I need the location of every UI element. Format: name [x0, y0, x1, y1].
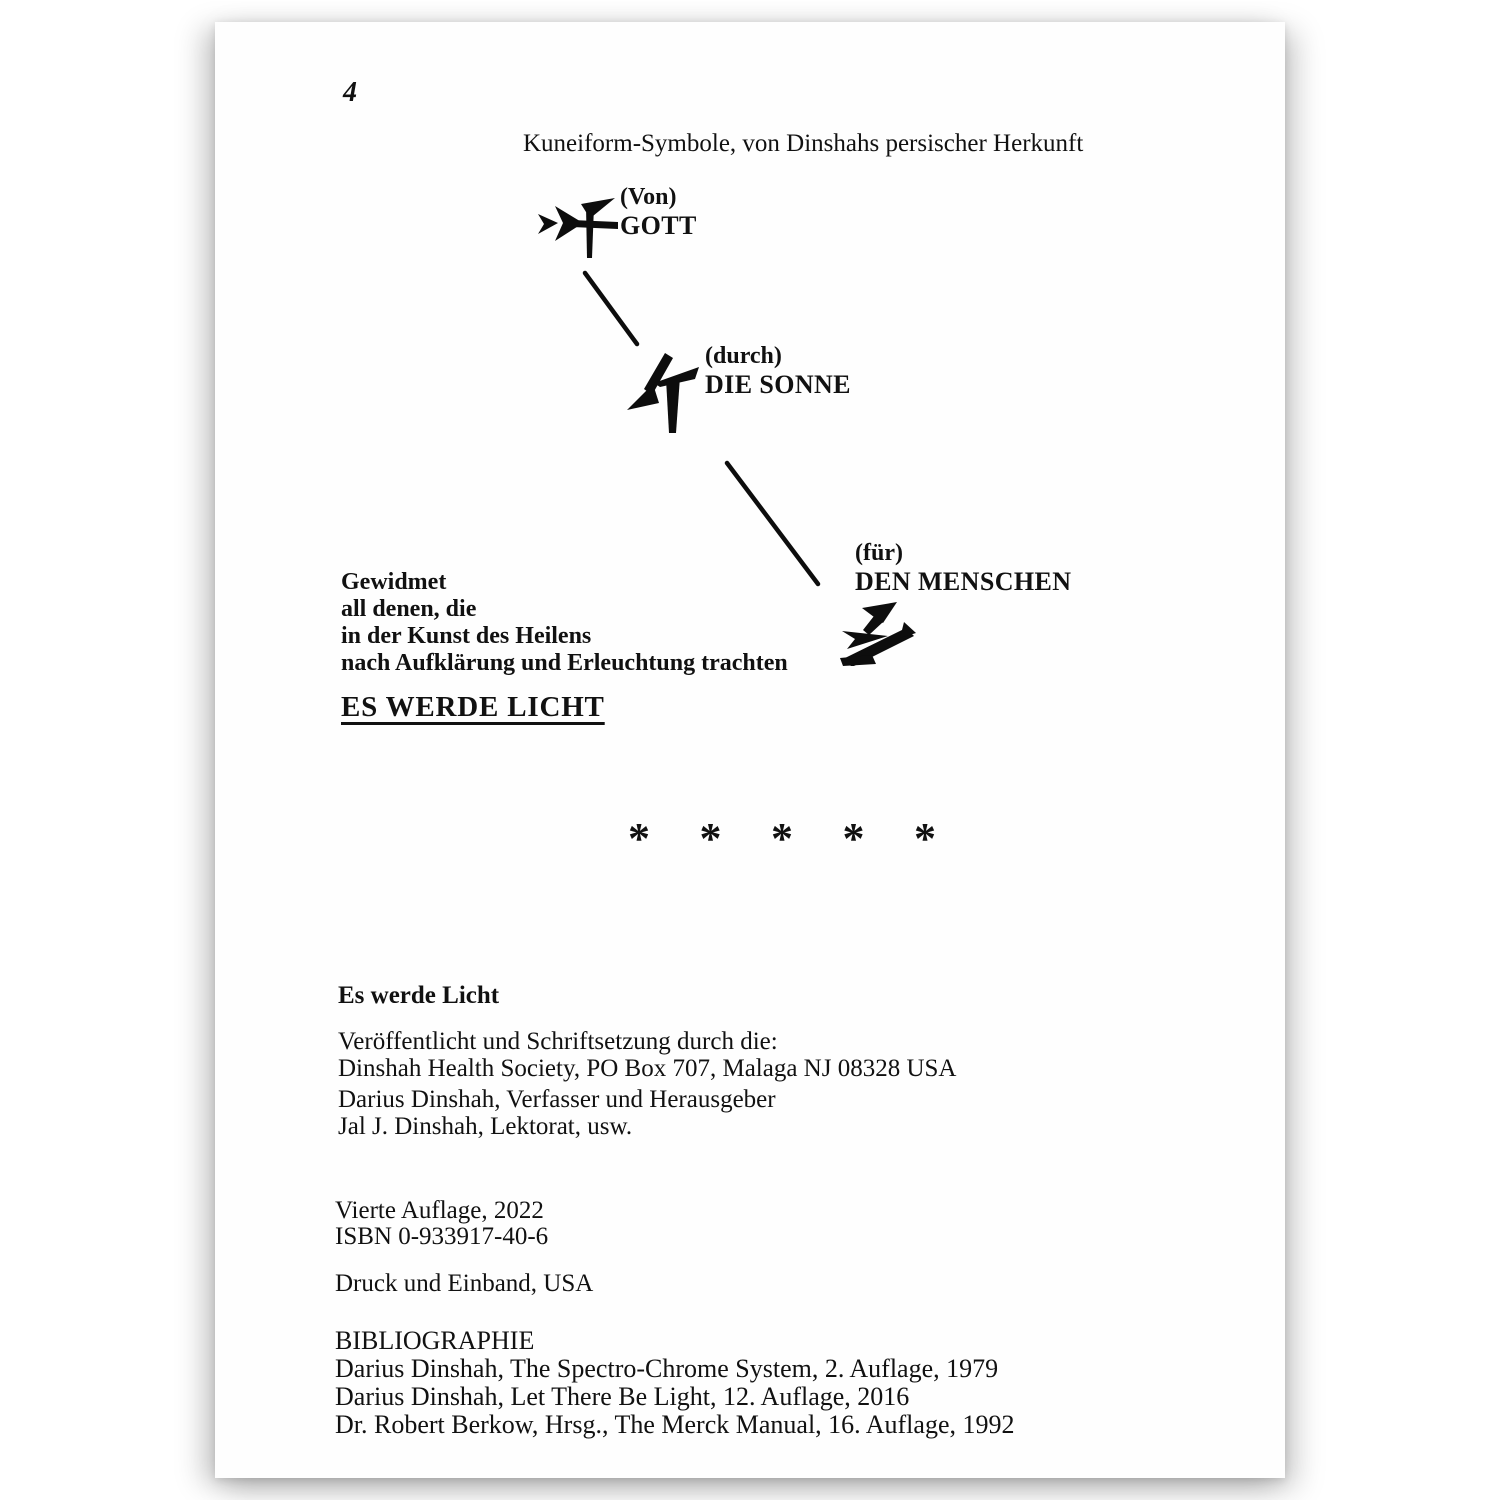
- asterisk-glyph: *: [628, 814, 650, 863]
- node-qualifier: (Von): [620, 184, 677, 210]
- page-number: 4: [343, 77, 357, 108]
- asterisk-glyph: *: [771, 814, 793, 863]
- dedication-line: nach Aufklärung und Erleuchtung trachten: [341, 650, 788, 676]
- dedication-motto: ES WERDE LICHT: [341, 691, 605, 723]
- dedication-block: [341, 569, 788, 677]
- cuneiform-sonne-icon: [625, 353, 701, 435]
- figure-caption: Kuneiform-Symbole, von Dinshahs persischer Herkunft: [523, 130, 1084, 157]
- figure-node-gott: [620, 184, 697, 240]
- asterisk-glyph: *: [914, 814, 936, 863]
- dedication-line: Gewidmet: [341, 569, 447, 595]
- edition-block: [335, 1198, 548, 1250]
- figure-node-sonne: [705, 343, 851, 399]
- credits-line: Darius Dinshah, Verfasser und Herausgeber: [338, 1086, 776, 1113]
- connector-line-1: [580, 268, 642, 352]
- node-title: DEN MENSCHEN: [855, 567, 1072, 596]
- dedication-line: in der Kunst des Heilens: [341, 623, 592, 649]
- book-page: [215, 22, 1285, 1478]
- edition-line: Vierte Auflage, 2022: [335, 1197, 544, 1224]
- asterisk-glyph: *: [699, 814, 722, 863]
- isbn-line: ISBN 0-933917-40-6: [335, 1223, 549, 1250]
- figure-node-menschen: [855, 540, 1071, 596]
- node-qualifier: (für): [855, 540, 903, 566]
- separator-asterisks: [628, 814, 936, 863]
- cuneiform-menschen-icon: [838, 600, 918, 666]
- node-qualifier: (durch): [705, 343, 782, 369]
- cuneiform-gott-icon: [536, 196, 618, 260]
- node-title: GOTT: [620, 211, 697, 240]
- publisher-line: Veröffentlicht und Schriftsetzung durch die:: [338, 1028, 778, 1055]
- credits-line: Jal J. Dinshah, Lektorat, usw.: [338, 1113, 633, 1140]
- bibliography-heading: BIBLIOGRAPHIE: [335, 1326, 535, 1355]
- asterisk-glyph: *: [842, 814, 865, 863]
- publisher-line: Dinshah Health Society, PO Box 707, Malaga NJ 08328 USA: [338, 1055, 957, 1082]
- dedication-line: all denen, die: [341, 596, 477, 622]
- node-title: DIE SONNE: [705, 370, 851, 399]
- printing-line: Druck und Einband, USA: [335, 1270, 594, 1297]
- publisher-block: [338, 1028, 956, 1082]
- credits-block: [338, 1086, 776, 1140]
- bibliography-entry: Darius Dinshah, Let There Be Light, 12. Auflage, 2016: [335, 1382, 910, 1411]
- bibliography-entry: Darius Dinshah, The Spectro-Chrome System, 2. Auflage, 1979: [335, 1354, 999, 1383]
- bibliography-entry: Dr. Robert Berkow, Hrsg., The Merck Manual, 16. Auflage, 1992: [335, 1410, 1015, 1439]
- bibliography-entries: [335, 1355, 1014, 1439]
- book-title: Es werde Licht: [338, 982, 500, 1009]
